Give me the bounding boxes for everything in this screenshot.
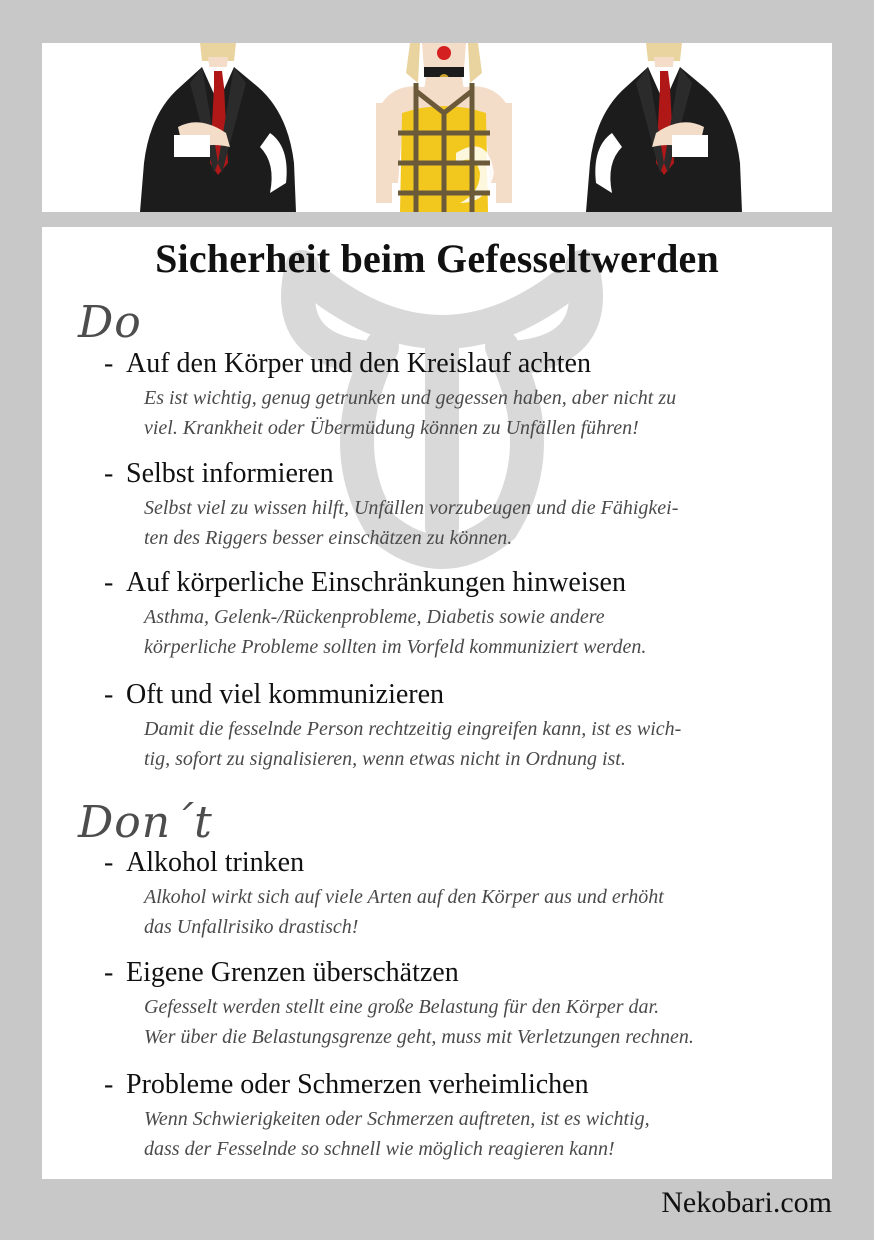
do-heading: Do — [78, 297, 142, 348]
dont-item-description: Alkohol wirkt sich auf viele Arten auf den Körper aus und erhöht das Unfallrisiko drastisch! — [144, 886, 664, 938]
do-item-description: Asthma, Gelenk-/Rückenprobleme, Diabetis sowie andere körperliche Probleme sollten im Vorfeld kommuniziert werden. — [144, 606, 647, 658]
content-card — [42, 227, 832, 1179]
site-credit: Nekobari.com — [661, 1186, 832, 1219]
dont-item-title: - Eigene Grenzen überschätzen — [104, 957, 459, 988]
tied-figure — [376, 43, 512, 212]
dont-heading: Don´t — [78, 797, 213, 848]
do-item-description: Es ist wichtig, genug getrunken und gegessen haben, aber nicht zu viel. Krankheit oder Übermüdung können zu Unfällen führen! — [144, 387, 677, 439]
do-item-title: - Selbst informieren — [104, 458, 334, 489]
suited-figure-right — [576, 43, 752, 212]
do-item-title: - Auf körperliche Einschränkungen hinweisen — [104, 567, 626, 598]
dont-item-description: Wenn Schwierigkeiten oder Schmerzen auftreten, ist es wichtig, dass der Fesselnde so schnell wie möglich reagieren kann! — [144, 1108, 650, 1160]
page-title: Sicherheit beim Gefesseltwerden — [155, 236, 719, 281]
do-item — [104, 568, 824, 662]
dont-item — [104, 958, 824, 1052]
do-item-title: - Oft und viel kommunizieren — [104, 679, 445, 710]
do-item — [104, 680, 824, 774]
illustration-banner — [42, 43, 832, 212]
suited-figure-left — [130, 43, 306, 212]
do-item-description: Damit die fesselnde Person rechtzeitig eingreifen kann, ist es wich- tig, sofort zu signalisieren, wenn etwas nicht in Ordnung ist. — [144, 718, 682, 770]
do-item — [104, 349, 824, 443]
dont-item — [104, 1070, 824, 1164]
dont-item-title: - Alkohol trinken — [104, 847, 305, 878]
dont-item — [104, 848, 824, 942]
do-item-title: - Auf den Körper und den Kreislauf achten — [104, 348, 591, 379]
dont-item-title: - Probleme oder Schmerzen verheimlichen — [104, 1069, 589, 1100]
dont-item-description: Gefesselt werden stellt eine große Belastung für den Körper dar. Wer über die Belastungsgrenze geht, muss mit Verletzungen rechnen. — [144, 996, 694, 1048]
do-item — [104, 459, 824, 553]
do-item-description: Selbst viel zu wissen hilft, Unfällen vorzubeugen und die Fähigkei- ten des Riggers besser einschätzen zu können. — [144, 497, 679, 549]
